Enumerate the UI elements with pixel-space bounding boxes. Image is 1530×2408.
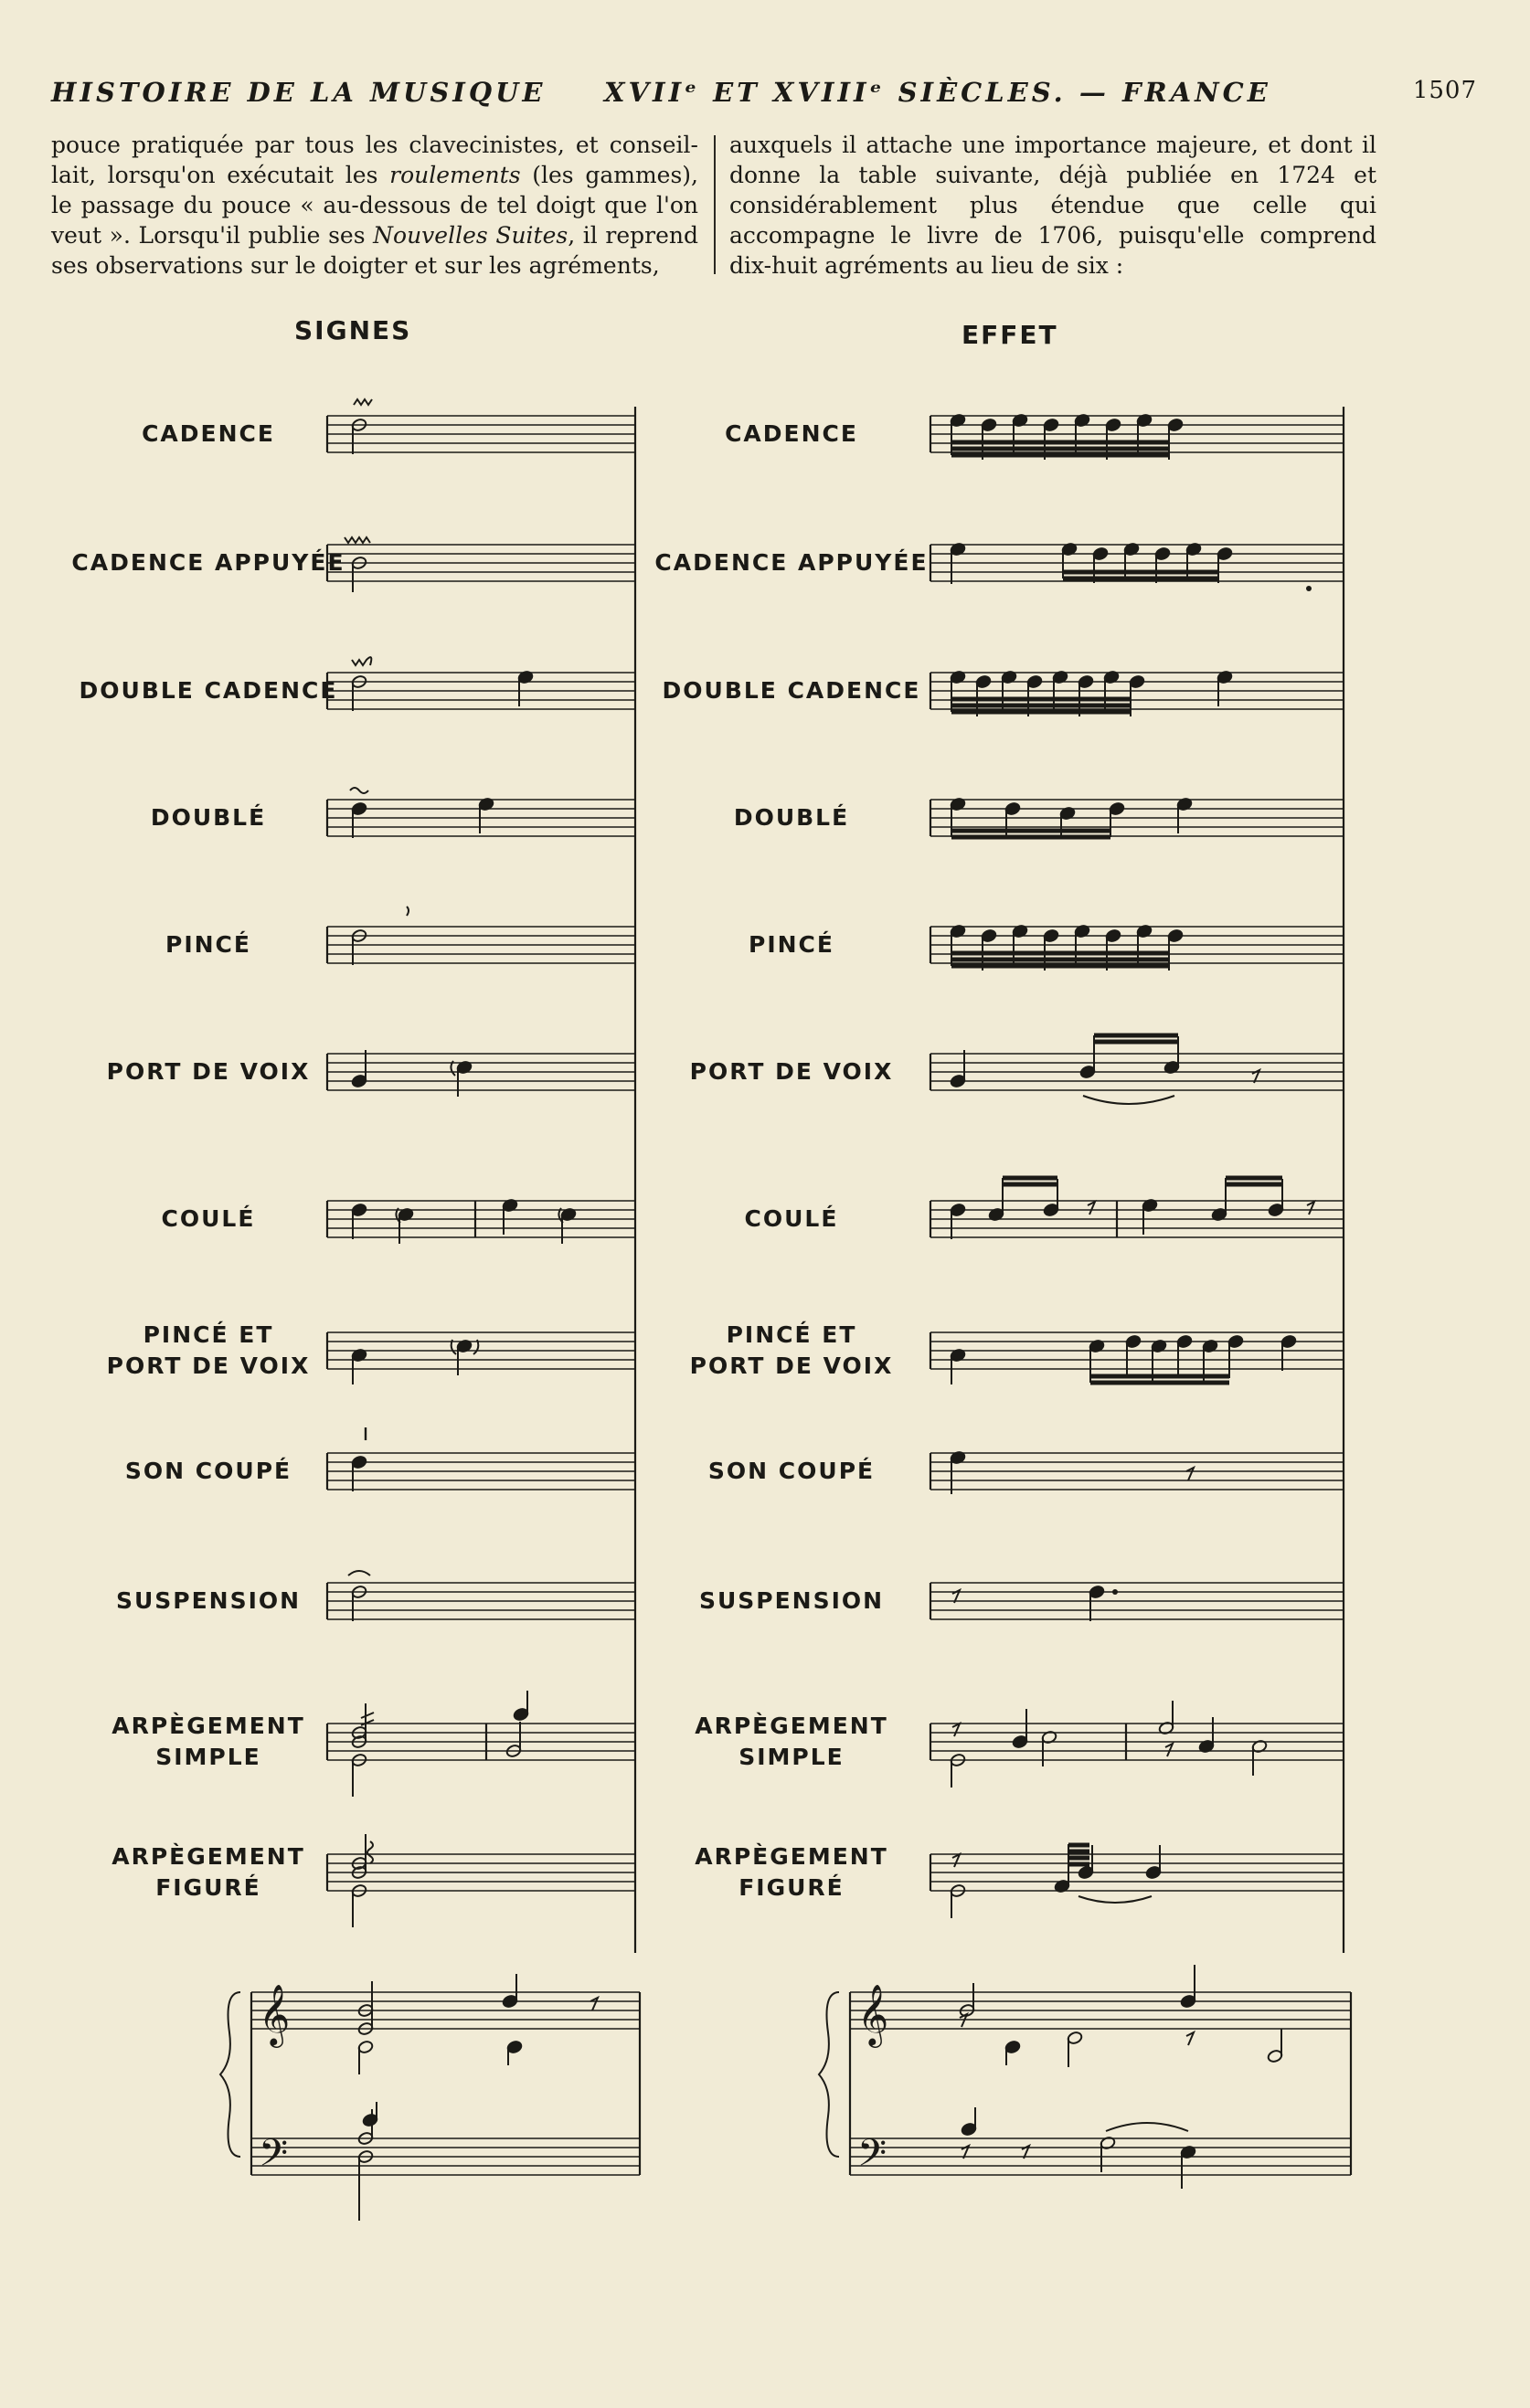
italic-title: Nouvelles Suites bbox=[373, 222, 568, 249]
ornament-label-left-4: DOUBLÉ bbox=[150, 804, 267, 831]
beam bbox=[951, 447, 1169, 451]
beam bbox=[1068, 1850, 1089, 1854]
mordent-comma bbox=[407, 907, 409, 916]
ornament-label-right-10: SUSPENSION bbox=[698, 1587, 885, 1614]
eighth-rest bbox=[1186, 2032, 1194, 2045]
beam bbox=[951, 453, 1169, 458]
beam bbox=[951, 829, 1110, 833]
ornament-label-left-3: DOUBLE CADENCE bbox=[79, 677, 338, 704]
beam bbox=[1090, 1381, 1229, 1385]
ornament-label-left-6: PORT DE VOIX bbox=[106, 1058, 311, 1085]
beam bbox=[951, 951, 1169, 956]
ornament-label-left-5: PINCÉ bbox=[165, 931, 251, 958]
ornament-label-right-7: COULÉ bbox=[744, 1205, 839, 1232]
fermata-arc bbox=[348, 1571, 370, 1575]
ornament-label-right-1: CADENCE bbox=[725, 420, 858, 447]
beam bbox=[1226, 1183, 1282, 1187]
ornament-label-left-11: ARPÈGEMENT SIMPLE bbox=[112, 1713, 305, 1770]
beam bbox=[951, 835, 1110, 840]
ornament-label-right-4: DOUBLÉ bbox=[733, 804, 850, 831]
running-head-section: XVIIᵉ ET XVIIIᵉ SIÈCLES. — FRANCE bbox=[604, 77, 1271, 108]
ornament-label-right-3: DOUBLE CADENCE bbox=[662, 677, 921, 704]
eighth-rest bbox=[1186, 1468, 1194, 1480]
ornament-label-right-8: PINCÉ ET PORT DE VOIX bbox=[689, 1321, 894, 1379]
running-head-title: HISTOIRE DE LA MUSIQUE bbox=[51, 77, 547, 108]
brace bbox=[220, 1992, 240, 2157]
page-number: 1507 bbox=[1412, 77, 1477, 104]
turn-sign bbox=[350, 788, 368, 793]
eighth-rest bbox=[1088, 1202, 1095, 1215]
tie-arc bbox=[1078, 1896, 1152, 1903]
beam bbox=[951, 710, 1131, 715]
treble-clef: 𝄞 bbox=[259, 1983, 291, 2045]
eighth-rest bbox=[1165, 1744, 1173, 1756]
dot bbox=[1112, 1589, 1118, 1595]
paragraph-left: pouce pratiquée par tous les clavecinistes, et conseil-lait, lorsqu'on exécutait les roulements (les gammes), le passage du pouce « au-dessous de tel doigt que l'on veut ». Lorsqu'il publie ses Nouvelles Suites, il reprend ses observations sur le doigter et sur les agréments, bbox=[51, 132, 699, 279]
ornament-label-right-11: ARPÈGEMENT SIMPLE bbox=[695, 1713, 888, 1770]
beam bbox=[1063, 577, 1218, 581]
ornament-label-left-2: CADENCE APPUYÉE bbox=[71, 549, 345, 576]
eighth-rest bbox=[1307, 1202, 1314, 1215]
ornament-label-right-12: ARPÈGEMENT FIGURÉ bbox=[695, 1843, 888, 1901]
beam bbox=[951, 697, 1131, 702]
beam bbox=[1003, 1176, 1057, 1181]
beam bbox=[1068, 1856, 1089, 1861]
beam bbox=[951, 704, 1131, 708]
beam bbox=[951, 964, 1169, 969]
bass-clef: 𝄢 bbox=[857, 2131, 887, 2184]
italic-term: roulements bbox=[389, 162, 521, 188]
bass-clef: 𝄢 bbox=[259, 2131, 289, 2184]
ornament-label-left-7: COULÉ bbox=[161, 1205, 256, 1232]
ornament-label-left-1: CADENCE bbox=[142, 420, 275, 447]
eighth-rest bbox=[952, 1854, 960, 1867]
beam bbox=[1094, 1034, 1178, 1038]
beam bbox=[1090, 1374, 1229, 1379]
brace bbox=[819, 1992, 839, 2157]
appuyee-sign bbox=[345, 537, 370, 543]
ornament-label-right-2: CADENCE APPUYÉE bbox=[654, 549, 929, 576]
arpeggio-figure bbox=[367, 1841, 373, 1863]
beam bbox=[1094, 1040, 1178, 1045]
ornament-label-left-12: ARPÈGEMENT FIGURÉ bbox=[112, 1843, 305, 1901]
ornament-label-right-9: SON COUPÉ bbox=[707, 1458, 876, 1484]
beam bbox=[951, 958, 1169, 962]
ornament-label-left-9: SON COUPÉ bbox=[124, 1458, 292, 1484]
ornament-label-left-8: PINCÉ ET PORT DE VOIX bbox=[106, 1321, 311, 1379]
beam bbox=[1068, 1862, 1089, 1867]
paragraph-right: auxquels il attache une importance majeure, et dont il donne la table suivante, déjà publiée en 1724 et considérablement plus étendue que celle qui accompagne le livre de 1706, puisqu'elle comprend dix-huit agréments au lieu de six : bbox=[729, 132, 1376, 279]
signs-heading: SIGNES bbox=[294, 315, 412, 345]
double-cadence-sign bbox=[352, 657, 371, 665]
beam bbox=[1003, 1183, 1057, 1187]
eighth-rest bbox=[590, 1998, 598, 2010]
dot bbox=[1306, 586, 1312, 591]
beam bbox=[1068, 1843, 1089, 1848]
ornament-label-right-6: PORT DE VOIX bbox=[689, 1058, 894, 1085]
beam bbox=[1063, 570, 1218, 575]
trill-sign bbox=[354, 399, 372, 405]
ornament-label-left-10: SUSPENSION bbox=[115, 1587, 302, 1614]
eighth-rest bbox=[952, 1724, 960, 1736]
tie-arc bbox=[1106, 2123, 1188, 2131]
treble-clef: 𝄞 bbox=[857, 1983, 889, 2045]
beam bbox=[951, 440, 1169, 445]
beam bbox=[1226, 1176, 1282, 1181]
ornament-label-right-5: PINCÉ bbox=[749, 931, 834, 958]
tie-arc bbox=[1083, 1096, 1174, 1104]
effect-heading: EFFET bbox=[962, 320, 1058, 350]
